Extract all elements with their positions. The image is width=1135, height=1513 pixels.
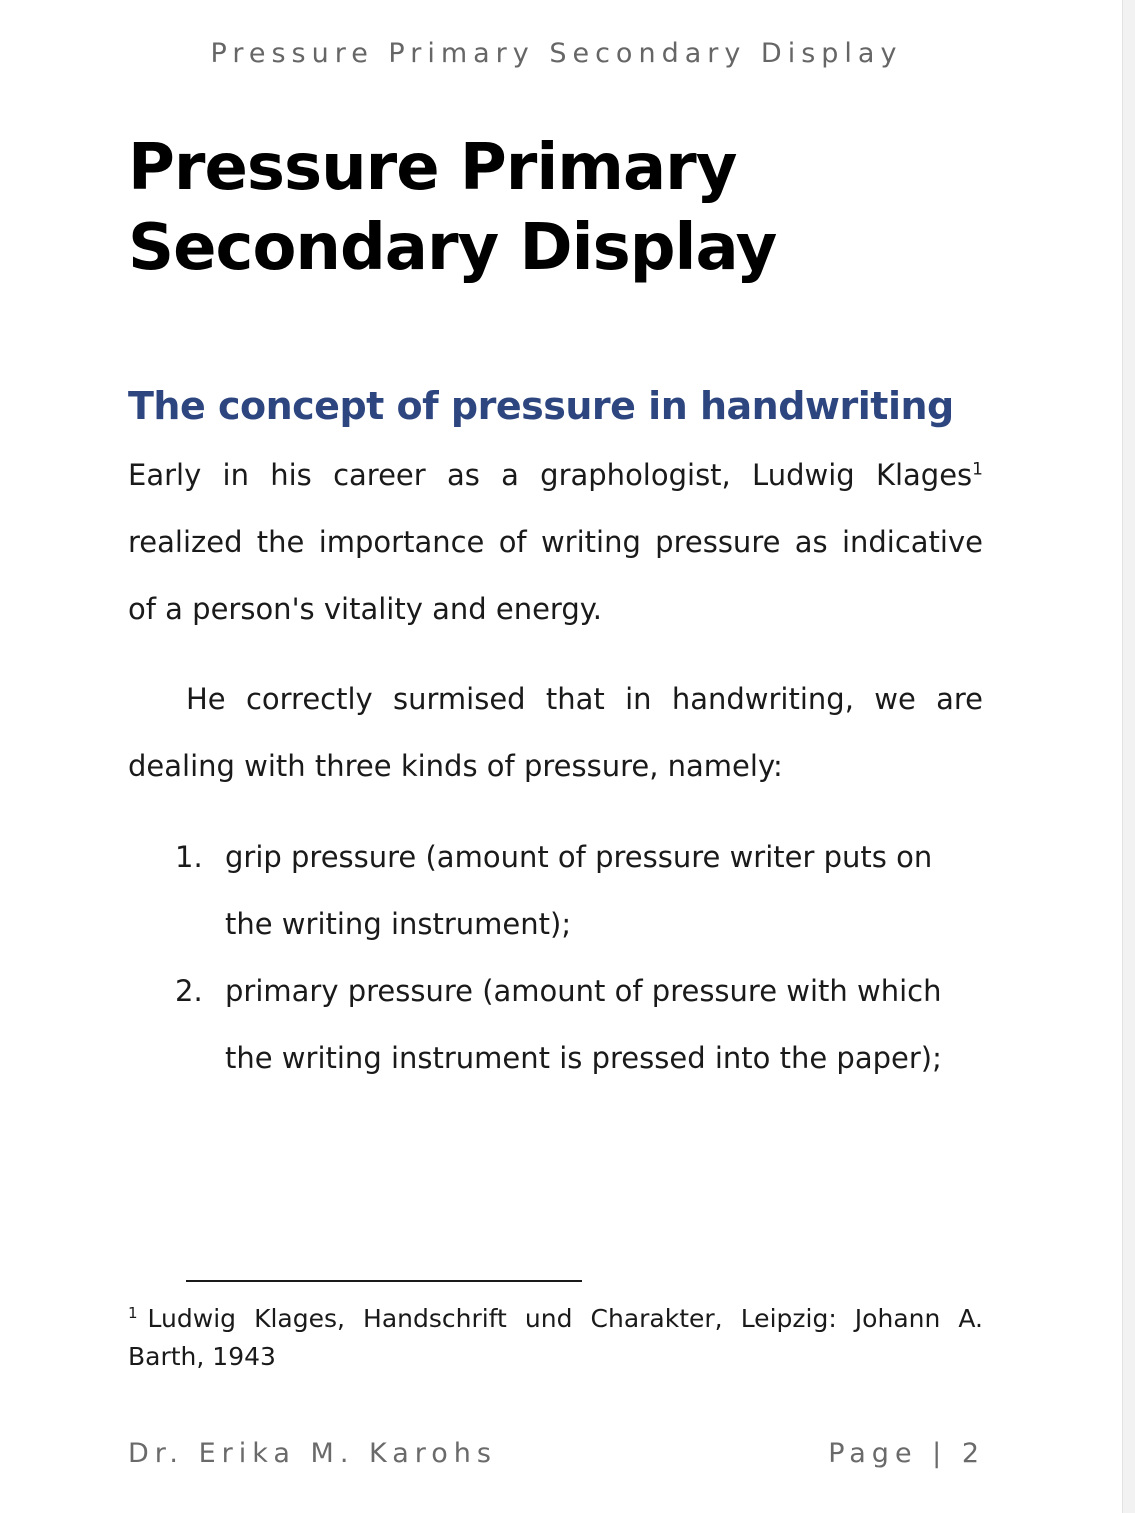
list-item <box>128 958 983 1092</box>
document-title-line-2: Secondary Display <box>128 211 777 285</box>
footnote-separator <box>186 1280 582 1282</box>
document-title <box>128 128 1028 288</box>
pressure-kinds-list <box>128 824 983 1092</box>
list-item-text: grip pressure (amount of pressure writer puts on the writing instrument); <box>225 840 933 941</box>
page-number: Page | 2 <box>828 1438 985 1469</box>
list-item-number: 1. <box>175 840 203 874</box>
list-item-text: primary pressure (amount of pressure with which the writing instrument is pressed into the paper); <box>225 974 942 1075</box>
list-item-number: 2. <box>175 974 203 1008</box>
page-edge-strip <box>1122 0 1135 1513</box>
footnote-text: Ludwig Klages, Handschrift und Charakter, Leipzig: Johann A. Barth, 1943 <box>128 1304 983 1371</box>
footnote-number: 1 <box>128 1303 138 1322</box>
footnote-reference: 1 <box>972 459 983 480</box>
paragraph-1-text: Early in his career as a graphologist, Ludwig Klages <box>128 458 973 492</box>
list-item <box>128 824 983 958</box>
section-heading: The concept of pressure in handwriting <box>128 384 954 428</box>
document-title-line-1: Pressure Primary <box>128 131 737 205</box>
paragraph-1-continued: realized the importance of writing pressure as indicative of a person's vitality and energy. <box>128 525 983 626</box>
paragraph-2: He correctly surmised that in handwriting, we are dealing with three kinds of pressure, namely: <box>128 682 983 783</box>
paragraph-1 <box>128 442 983 643</box>
footnote <box>128 1300 983 1376</box>
running-header: Pressure Primary Secondary Display <box>210 38 903 69</box>
footer-author: Dr. Erika M. Karohs <box>128 1438 497 1469</box>
